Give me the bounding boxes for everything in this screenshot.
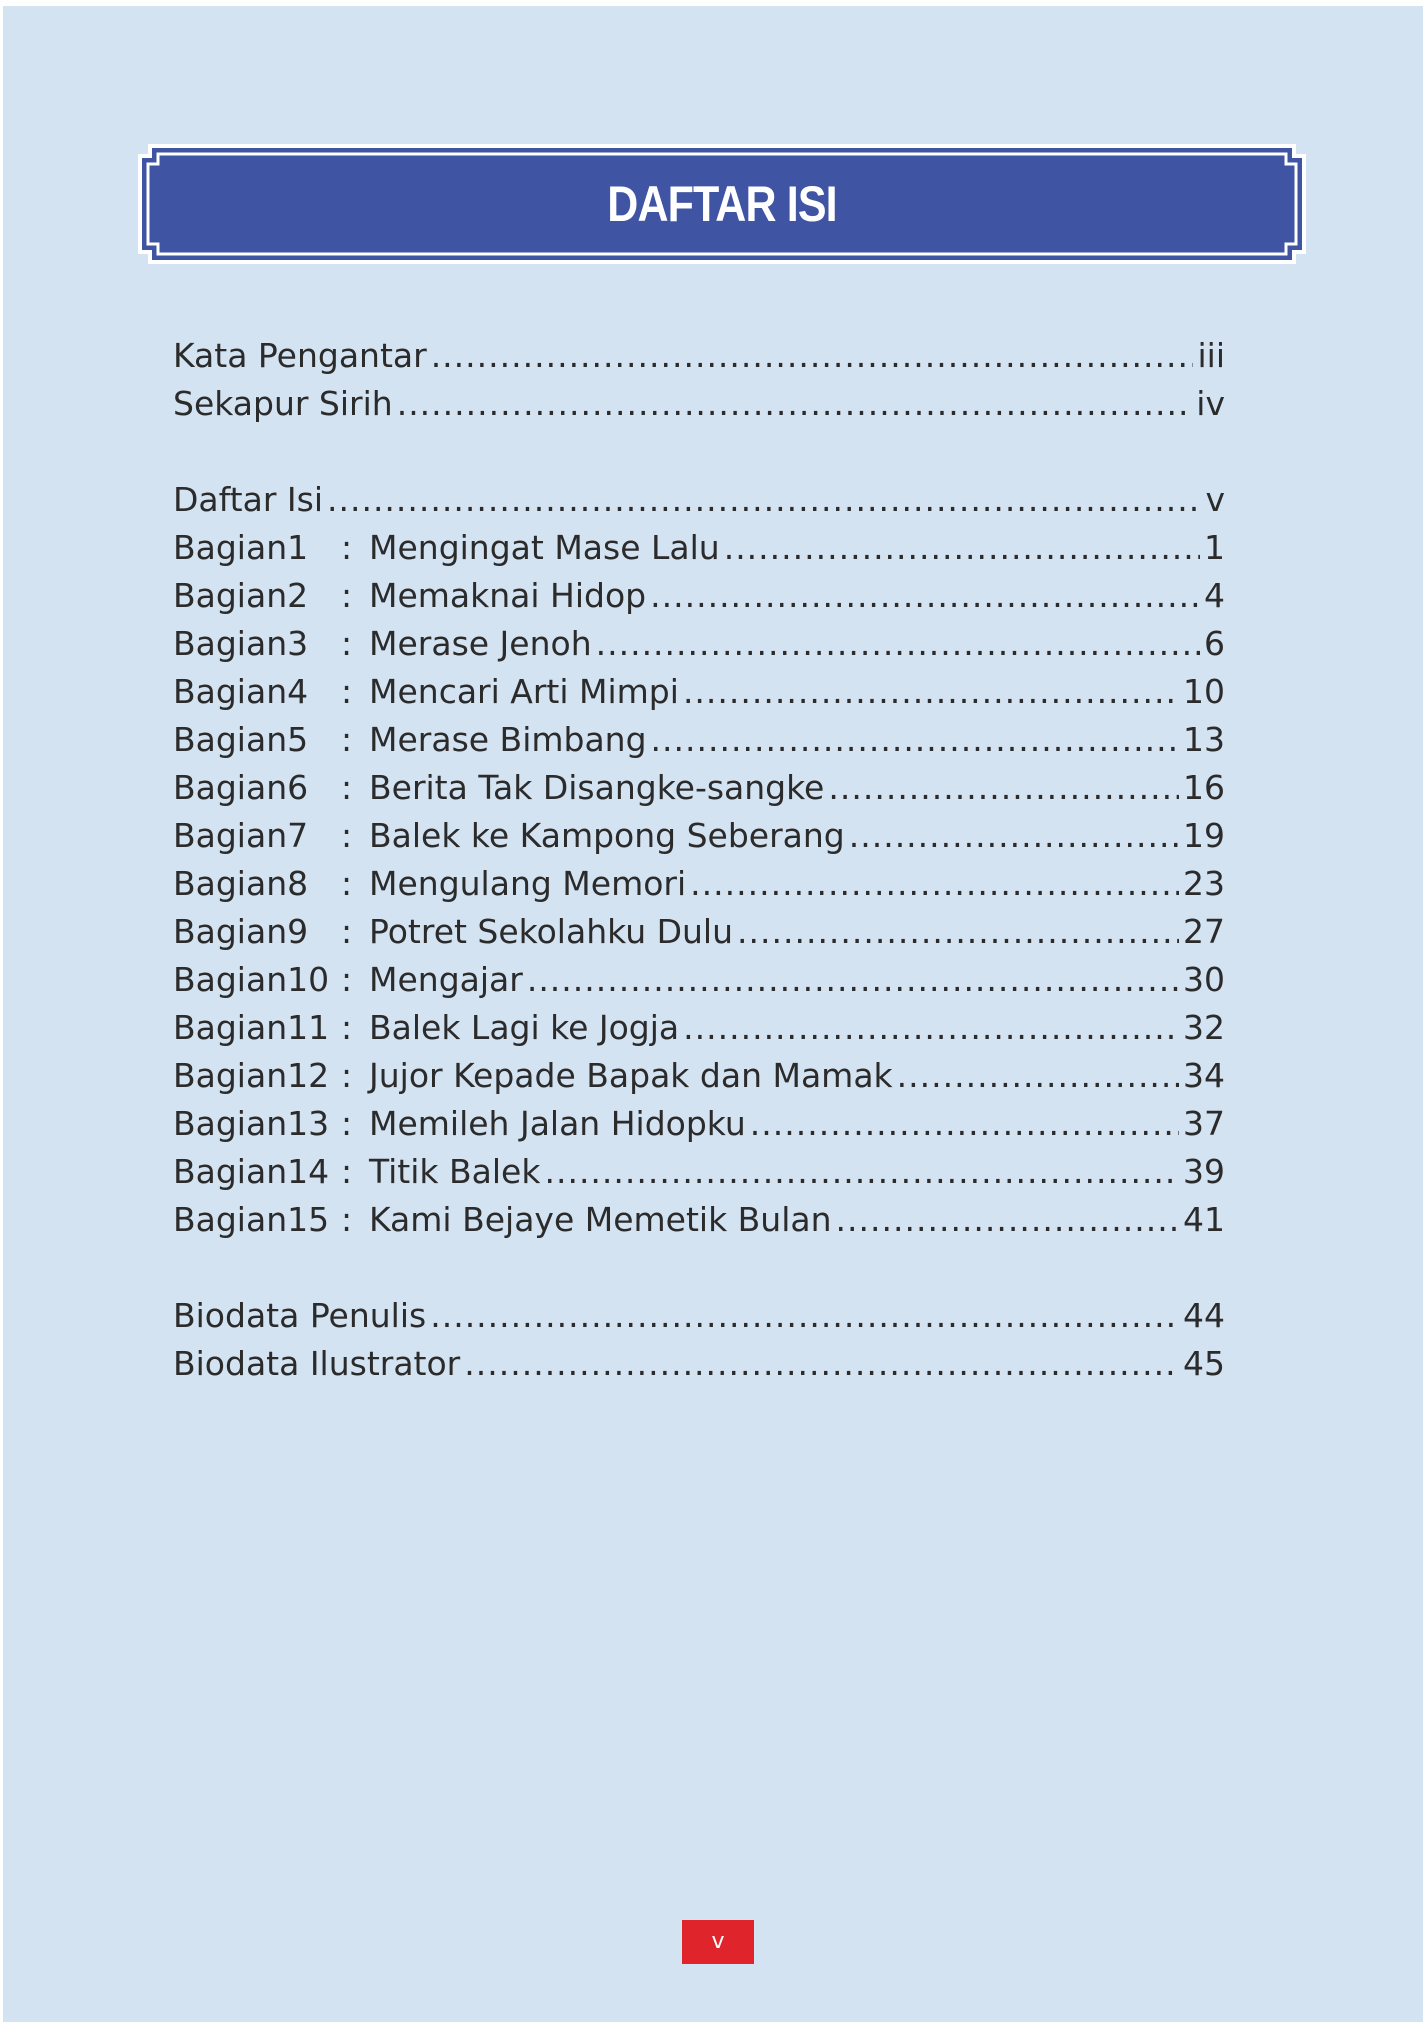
toc-part-label: Bagian6 [173,768,309,807]
dot-leader [849,812,1179,860]
document-page [3,6,1423,2022]
toc-row-bagian5[interactable] [173,716,1225,764]
table-of-contents [173,332,1225,1388]
toc-page-number: 16 [1183,768,1225,807]
toc-chapter-title: Berita Tak Disangke-sangke [369,768,825,807]
toc-page-number: 37 [1183,1104,1225,1143]
toc-chapter-title: Mengingat Mase Lalu [369,528,720,567]
toc-part-label: Bagian8 [173,864,309,903]
dot-leader [397,380,1193,428]
toc-chapter-title: Balek Lagi ke Jogja [369,1008,680,1047]
toc-page-number: 4 [1204,576,1225,615]
toc-chapter-title: Jujor Kepade Bapak dan Mamak [369,1056,893,1095]
toc-part-label: Bagian11 [173,1008,330,1047]
toc-chapter-title: Balek ke Kampong Seberang [369,816,845,855]
toc-row-bagian6[interactable] [173,764,1225,812]
toc-part-label: Bagian15 [173,1200,330,1239]
toc-part-label: Bagian13 [173,1104,330,1143]
toc-chapter-title: Memileh Jalan Hidopku [369,1104,746,1143]
toc-part-label: Bagian1 [173,528,309,567]
toc-page-number: 6 [1204,624,1225,663]
toc-row-bagian8[interactable] [173,860,1225,908]
toc-colon: : [341,576,353,615]
dot-leader [683,1004,1179,1052]
dot-leader [750,1100,1179,1148]
page-title: DAFTAR ISI [607,176,837,232]
dot-leader [651,716,1179,764]
toc-colon: : [341,912,353,951]
dot-leader [544,1148,1179,1196]
toc-chapter-title: Mencari Arti Mimpi [369,672,679,711]
dot-leader [430,1292,1179,1340]
toc-chapter-title: Merase Jenoh [369,624,592,663]
toc-page-number: 45 [1183,1344,1225,1383]
toc-row-bagian1[interactable] [173,524,1225,572]
toc-row-bagian14[interactable] [173,1148,1225,1196]
title-banner [138,144,1306,264]
toc-part-label: Bagian12 [173,1056,330,1095]
dot-leader [828,764,1179,812]
toc-entry-label: Daftar Isi [173,480,323,519]
toc-row-bagian3[interactable] [173,620,1225,668]
toc-part-label: Bagian9 [173,912,309,951]
toc-colon: : [341,624,353,663]
toc-page-number: 39 [1183,1152,1225,1191]
toc-row-bagian10[interactable] [173,956,1225,1004]
toc-row-bagian15[interactable] [173,1196,1225,1244]
toc-page-number: 23 [1183,864,1225,903]
toc-page-number: iv [1196,384,1225,423]
toc-colon: : [341,1200,353,1239]
toc-part-label: Bagian5 [173,720,309,759]
toc-part-label: Bagian4 [173,672,309,711]
toc-chapter-title: Kami Bejaye Memetik Bulan [369,1200,832,1239]
toc-page-number: 1 [1204,528,1225,567]
toc-row-bagian9[interactable] [173,908,1225,956]
toc-part-label: Bagian3 [173,624,309,663]
toc-entry-label: Sekapur Sirih [173,384,393,423]
toc-colon: : [341,1056,353,1095]
toc-row-bagian11[interactable] [173,1004,1225,1052]
toc-colon: : [341,768,353,807]
toc-row-bagian2[interactable] [173,572,1225,620]
dot-leader [683,668,1179,716]
toc-entry-label: Biodata Ilustrator [173,1344,461,1383]
toc-page-number: 27 [1183,912,1225,951]
toc-part-label: Bagian7 [173,816,309,855]
page-number-badge: v [682,1920,754,1964]
toc-row-bagian7[interactable] [173,812,1225,860]
toc-page-number: 41 [1183,1200,1225,1239]
toc-chapter-title: Titik Balek [369,1152,541,1191]
toc-colon: : [341,816,353,855]
dot-leader [464,1340,1179,1388]
toc-entry-label: Biodata Penulis [173,1296,427,1335]
toc-chapter-title: Mengulang Memori [369,864,687,903]
toc-row-daftar-isi[interactable] [173,476,1225,524]
toc-part-label: Bagian2 [173,576,309,615]
toc-chapter-title: Memaknai Hidop [369,576,647,615]
toc-colon: : [341,960,353,999]
toc-row-bagian13[interactable] [173,1100,1225,1148]
toc-part-label: Bagian10 [173,960,330,999]
toc-chapter-title: Mengajar [369,960,523,999]
toc-row-biodata-ilustrator[interactable] [173,1340,1225,1388]
toc-page-number: 44 [1183,1296,1225,1335]
toc-page-number: 30 [1183,960,1225,999]
toc-colon: : [341,1008,353,1047]
dot-leader [596,620,1200,668]
dot-leader [724,524,1200,572]
dot-leader [527,956,1179,1004]
dot-leader [836,1196,1179,1244]
toc-colon: : [341,720,353,759]
dot-leader [650,572,1200,620]
toc-row-biodata-penulis[interactable] [173,1292,1225,1340]
dot-leader [737,908,1179,956]
dot-leader [897,1052,1179,1100]
toc-colon: : [341,528,353,567]
dot-leader [431,332,1194,380]
toc-colon: : [341,864,353,903]
dot-leader [690,860,1179,908]
toc-colon: : [341,672,353,711]
toc-colon: : [341,1152,353,1191]
toc-page-number: iii [1197,336,1225,375]
toc-row-sekapur-sirih[interactable] [173,380,1225,428]
toc-page-number: 19 [1183,816,1225,855]
toc-chapter-title: Merase Bimbang [369,720,647,759]
toc-page-number: 10 [1183,672,1225,711]
toc-row-bagian12[interactable] [173,1052,1225,1100]
toc-entry-label: Kata Pengantar [173,336,427,375]
toc-page-number: 34 [1183,1056,1225,1095]
toc-row-kata-pengantar[interactable] [173,332,1225,380]
toc-part-label: Bagian14 [173,1152,330,1191]
toc-chapter-title: Potret Sekolahku Dulu [369,912,734,951]
toc-page-number: 32 [1183,1008,1225,1047]
dot-leader [327,476,1201,524]
toc-row-bagian4[interactable] [173,668,1225,716]
toc-colon: : [341,1104,353,1143]
toc-page-number: v [1205,480,1225,519]
toc-page-number: 13 [1183,720,1225,759]
